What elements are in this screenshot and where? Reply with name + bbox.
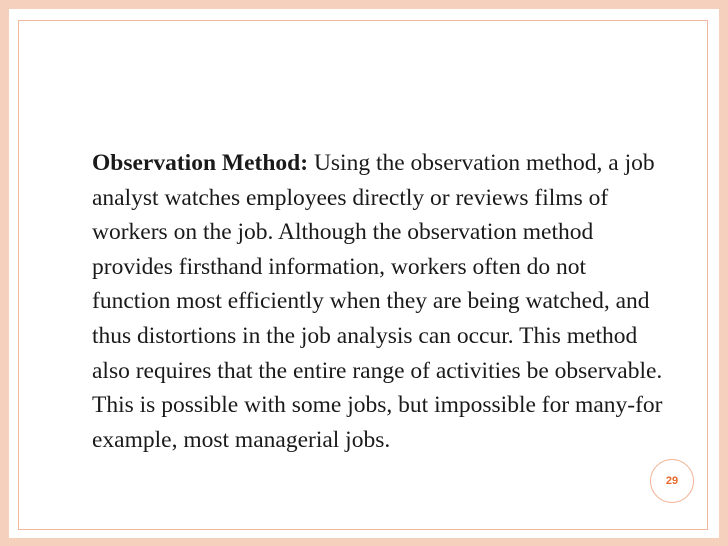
slide-border-bottom (0, 538, 728, 546)
slide-paragraph: Using the observation method, a job analyst watches employees directly or reviews films of workers on the job. Although the observation method provides firsthand information, workers often do not function most efficiently when they are being watched, and thus distortions in the job analysis can occur. This method also requires that the entire range of activities be observable. This is possible with some jobs, but impossible for many-for example, most managerial jobs. (92, 150, 663, 453)
slide-lead-heading: Observation Method: (92, 150, 309, 176)
page-number-badge (650, 459, 694, 503)
slide-border-left (0, 0, 9, 546)
page-number: 29 (665, 475, 679, 487)
slide-border-right (719, 0, 728, 546)
slide-body-text (92, 146, 667, 457)
slide-border-top (0, 0, 728, 9)
